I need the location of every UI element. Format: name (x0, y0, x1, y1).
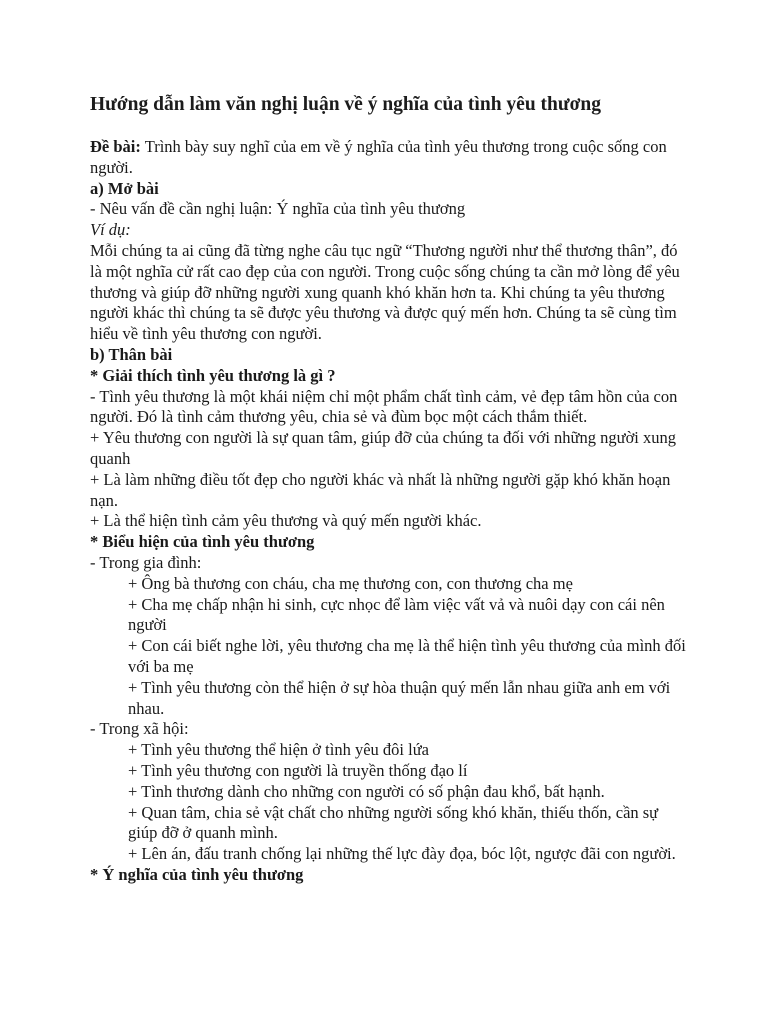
example-label: Ví dụ: (90, 220, 131, 240)
document-title: Hướng dẫn làm văn nghị luận về ý nghĩa của tình yêu thương (90, 94, 601, 115)
society-item: + Tình yêu thương thể hiện ở tình yêu đôi lứa (128, 740, 429, 760)
meaning-heading: * Ý nghĩa của tình yêu thương (90, 864, 304, 884)
document-body (90, 93, 690, 886)
family-label: - Trong gia đình: (90, 552, 202, 572)
example-paragraph: Mỗi chúng ta ai cũng đã từng nghe câu tục ngữ “Thương người như thể thương thân”, đó là một nghĩa cử rất cao đẹp của con người. Trong cuộc sống chúng ta cần mở lòng để yêu thương và giúp đỡ những người xung quanh khó khăn hơn ta. Khi chúng ta yêu thương người khác thì chúng ta sẽ được yêu thương và được quý mến hơn. Chúng ta sẽ cùng tìm hiểu về tình yêu thương con người. (90, 240, 680, 344)
definition-line: - Tình yêu thương là một khái niệm chỉ một phẩm chất tình cảm, vẻ đẹp tâm hồn của con người. Đó là tình cảm thương yêu, chia sẻ và đùm bọc một cách thắm thiết. (90, 386, 678, 427)
topic-label: Đề bài: (90, 137, 141, 156)
definition-line: + Yêu thương con người là sự quan tâm, giúp đỡ của chúng ta đối với những người xung quanh (90, 428, 676, 468)
intro-point: - Nêu vấn đề cần nghị luận: Ý nghĩa của tình yêu thương (90, 199, 466, 219)
expression-heading: * Biểu hiện của tình yêu thương (90, 532, 315, 552)
family-item: + Tình yêu thương còn thể hiện ở sự hòa thuận quý mến lẫn nhau giữa anh em với nhau. (128, 677, 671, 718)
society-item: + Quan tâm, chia sẻ vật chất cho những người sống khó khăn, thiếu thốn, cần sự giúp đỡ ở quanh mình. (128, 802, 659, 843)
definition-heading: * Giải thích tình yêu thương là gì ? (90, 365, 336, 385)
family-item: + Cha mẹ chấp nhận hi sinh, cực nhọc để làm việc vất vả và nuôi dạy con cái nên người (128, 594, 665, 635)
body-heading: b) Thân bài (90, 344, 173, 364)
society-item: + Tình thương dành cho những con người có số phận đau khổ, bất hạnh. (128, 781, 605, 801)
society-item: + Lên án, đấu tranh chống lại những thế lực đày đọa, bóc lột, ngược đãi con người. (128, 844, 676, 864)
family-item: + Ông bà thương con cháu, cha mẹ thương con, con thương cha mẹ (128, 573, 573, 593)
society-item: + Tình yêu thương con người là truyền thống đạo lí (128, 760, 468, 780)
society-label: - Trong xã hội: (90, 719, 189, 739)
family-item: + Con cái biết nghe lời, yêu thương cha mẹ là thể hiện tình yêu thương của mình đối với ba mẹ (128, 636, 686, 676)
definition-line: + Là thể hiện tình cảm yêu thương và quý mến người khác. (90, 511, 482, 531)
topic-text: Trình bày suy nghĩ của em về ý nghĩa của tình yêu thương trong cuộc sống con người. (90, 137, 667, 177)
intro-heading: a) Mở bài (90, 178, 159, 198)
topic-paragraph (90, 137, 690, 179)
definition-line: + Là làm những điều tốt đẹp cho người khác và nhất là những người gặp khó khăn hoạn nạn. (90, 469, 671, 510)
